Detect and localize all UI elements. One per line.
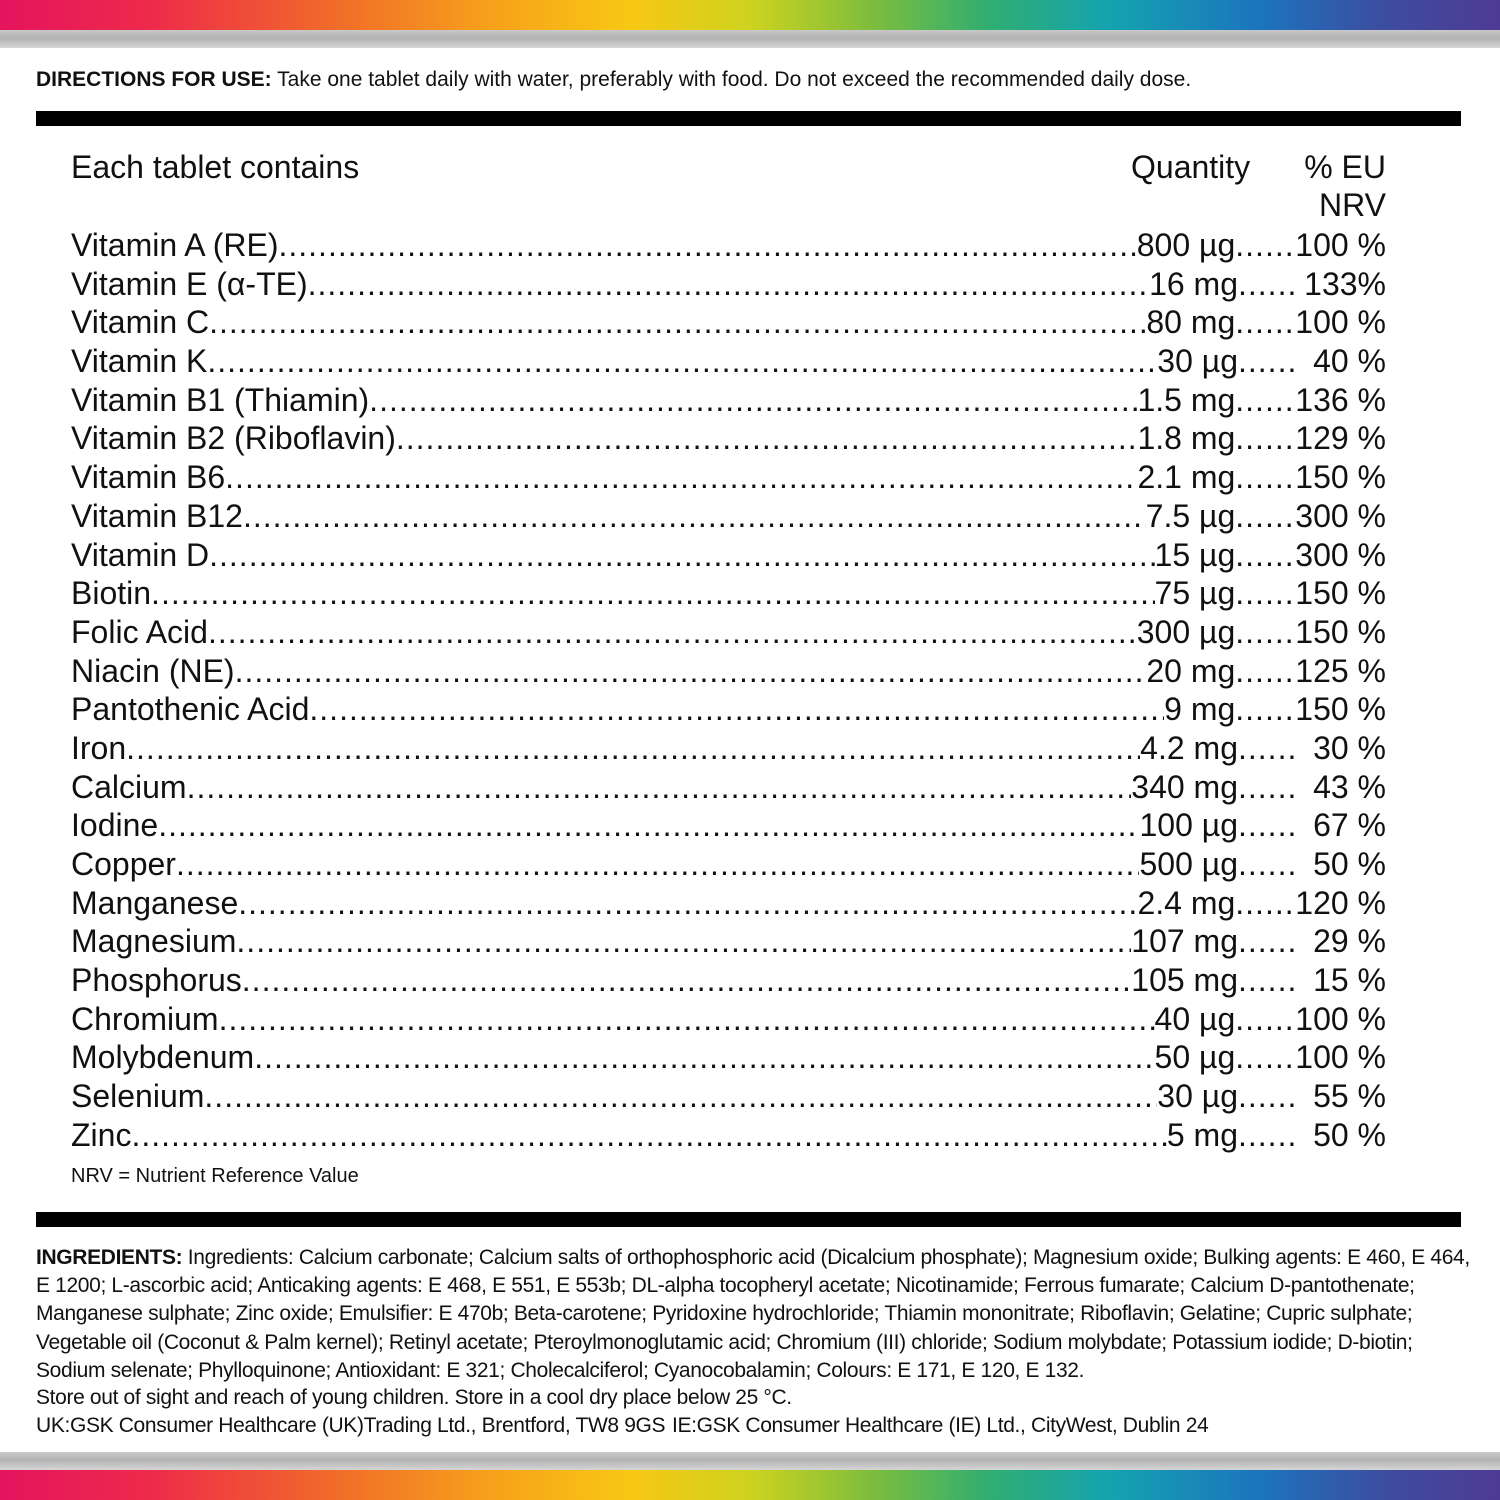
nutrient-nrv: 50 % [1313, 846, 1386, 882]
nutrient-table-header [71, 148, 1386, 228]
nutrient-row [71, 1116, 1386, 1155]
dot-leader [1238, 1077, 1298, 1115]
nutrient-quantity: 4.2 mg [1140, 729, 1238, 766]
nutrient-row [71, 265, 1386, 304]
dot-leader [1235, 613, 1295, 651]
dot-leader [369, 381, 1137, 419]
rainbow-band-bottom [0, 1470, 1500, 1500]
nutrient-row [71, 303, 1386, 342]
ingredients-block [36, 1244, 1471, 1385]
nutrient-row [71, 961, 1386, 1000]
directions-text: Take one tablet daily with water, preferably with food. Do not exceed the recommended daily dose. [271, 68, 1192, 91]
header-quantity: Quantity [1131, 149, 1251, 185]
nutrient-name: Phosphorus [71, 962, 242, 999]
nutrient-nrv: 100 % [1295, 304, 1386, 341]
dot-leader [1235, 303, 1295, 341]
dot-leader [1235, 574, 1295, 612]
nutrient-quantity: 2.4 mg [1137, 884, 1236, 921]
nutrient-name: Iron [71, 729, 127, 766]
nutrient-quantity: 16 mg [1149, 265, 1238, 302]
nutrient-name: Manganese [71, 884, 239, 921]
nutrient-quantity: 300 µg [1136, 613, 1236, 650]
silver-band-top [0, 30, 1500, 48]
divider-rule-top [36, 111, 1461, 126]
dot-leader [208, 613, 1137, 651]
dot-leader [1235, 1000, 1295, 1038]
nutrient-name: Molybdenum [71, 1039, 255, 1076]
nutrient-quantity: 30 µg [1157, 1078, 1238, 1115]
dot-leader [131, 1116, 1166, 1154]
nutrient-name: Vitamin K [71, 343, 208, 380]
divider-rule-bottom [36, 1212, 1461, 1227]
nutrient-nrv: 55 % [1313, 1078, 1386, 1115]
nutrient-row [71, 922, 1386, 961]
nutrient-nrv: 120 % [1295, 884, 1386, 921]
nutrient-nrv: 40 % [1313, 343, 1386, 380]
directions-label: DIRECTIONS FOR USE: [36, 68, 272, 91]
ingredients-text: Ingredients: Calcium carbonate; Calcium salts of orthophosphoric acid (Dicalcium phosphate); Magnesium oxide; Bulking agents: E 460, E 464, E 1200; L-ascorbic acid; Anticaking agents: E 468, E 551, E 553b; DL-alpha tocopheryl acetate; Nicotinamide; Ferrous fumarate; Calcium D-pantothenate; Manganese sulphate; Zinc oxide; Emulsifier: E 470b; Beta-carotene; Pyridoxine hydrochloride; Thiamin mononitrate; Riboflavin; Gelatine; Cupric sulphate; Vegetable oil (Coconut & Palm kernel); Retinyl acetate; Pteroylmonoglutamic acid; Chromium (III) chloride; Sodium molybdate; Potassium iodide; D-biotin; Sodium selenate; Phylloquinone; Antioxidant: E 321; Cholecalciferol; Cyanocobalamin; Colours: E 171, E 120, E 132. [36, 1246, 1470, 1382]
nutrient-name: Selenium [71, 1078, 205, 1115]
dot-leader [1238, 265, 1298, 303]
nutrient-name: Zinc [71, 1116, 132, 1153]
nutrient-row [71, 536, 1386, 575]
nutrient-row [71, 1038, 1386, 1077]
nutrient-quantity: 800 µg [1136, 227, 1236, 263]
nutrient-nrv: 30 % [1313, 729, 1386, 766]
nutrient-name: Vitamin B6 [71, 459, 226, 496]
dot-leader [1235, 536, 1295, 574]
nutrient-nrv: 100 % [1295, 1039, 1386, 1076]
nutrient-row [71, 768, 1386, 807]
nutrient-nrv: 15 % [1313, 962, 1386, 999]
header-each-tablet: Each tablet contains [71, 149, 360, 185]
dot-leader [1238, 922, 1298, 960]
nutrient-quantity: 2.1 mg [1137, 459, 1236, 496]
nutrient-nrv: 67 % [1313, 807, 1386, 844]
dot-leader [309, 690, 1164, 728]
nutrient-quantity: 30 µg [1157, 343, 1238, 380]
nutrient-row [71, 884, 1386, 923]
nutrient-quantity: 100 µg [1139, 807, 1238, 844]
nutrient-name: Copper [71, 846, 176, 882]
dot-leader [1235, 458, 1295, 496]
dot-leader [1235, 884, 1295, 922]
dot-leader [126, 729, 1140, 767]
dot-leader [158, 806, 1139, 844]
dot-leader [243, 497, 1146, 535]
dot-leader [207, 342, 1157, 380]
nutrient-nrv: 150 % [1295, 575, 1386, 612]
dot-leader [1235, 497, 1295, 535]
silver-band-bottom [0, 1452, 1500, 1470]
nutrient-quantity: 40 µg [1154, 1000, 1236, 1037]
dot-leader [308, 265, 1149, 303]
dot-leader [1235, 381, 1295, 419]
nutrient-row [71, 497, 1386, 536]
dot-leader [225, 458, 1137, 496]
dot-leader [1235, 690, 1295, 728]
dot-leader [278, 226, 1136, 264]
nutrient-quantity: 1.5 mg [1137, 381, 1236, 418]
dot-leader [254, 1038, 1154, 1076]
nutrient-nrv: 29 % [1313, 923, 1386, 960]
nutrient-quantity: 15 µg [1154, 536, 1236, 573]
nutrient-quantity: 5 mg [1166, 1116, 1238, 1153]
nutrient-name: Pantothenic Acid [71, 691, 310, 728]
nrv-footnote: NRV = Nutrient Reference Value [71, 1165, 359, 1187]
dot-leader [1238, 845, 1298, 883]
nutrient-row [71, 845, 1386, 884]
dot-leader [187, 768, 1132, 806]
ingredients-label: INGREDIENTS: [36, 1246, 183, 1269]
nutrient-row [71, 226, 1386, 265]
nutrient-row [71, 690, 1386, 729]
nutrient-nrv: 100 % [1295, 1000, 1386, 1037]
nutrient-nrv: 300 % [1295, 497, 1386, 534]
dot-leader [396, 419, 1138, 457]
nutrient-table [71, 226, 1386, 1155]
nutrient-name: Magnesium [71, 923, 237, 960]
nutrient-quantity: 500 µg [1139, 846, 1238, 882]
storage-instructions: Store out of sight and reach of young children. Store in a cool dry place below 25 °C. [36, 1386, 792, 1409]
nutrient-name: Biotin [71, 575, 152, 612]
dot-leader [1235, 652, 1295, 690]
nutrient-name: Chromium [71, 1000, 219, 1037]
dot-leader [1238, 961, 1298, 999]
nutrient-quantity: 340 mg [1131, 768, 1238, 805]
dot-leader [1238, 729, 1298, 767]
address-uk: UK:GSK Consumer Healthcare (UK)Trading Ltd., Brentford, TW8 9GS [36, 1414, 666, 1437]
dot-leader [1238, 1116, 1298, 1154]
dot-leader [1235, 419, 1295, 457]
nutrient-quantity: 107 mg [1131, 923, 1238, 960]
nutrient-name: Niacin (NE) [71, 652, 235, 689]
nutrient-row [71, 342, 1386, 381]
dot-leader [176, 845, 1140, 883]
header-nrv-line1: % EU [1304, 149, 1386, 185]
dot-leader [242, 961, 1131, 999]
nutrient-nrv: 150 % [1295, 613, 1386, 650]
dot-leader [1238, 342, 1298, 380]
nutrient-nrv: 125 % [1295, 652, 1386, 689]
nutrient-row [71, 613, 1386, 652]
dot-leader [219, 1000, 1155, 1038]
directions-for-use [36, 66, 1466, 94]
nutrient-quantity: 75 µg [1154, 575, 1236, 612]
nutrient-quantity: 50 µg [1154, 1039, 1236, 1076]
dot-leader [236, 922, 1131, 960]
nutrient-name: Vitamin B1 (Thiamin) [71, 381, 370, 418]
nutrient-quantity: 7.5 µg [1145, 497, 1236, 534]
nutrient-row [71, 458, 1386, 497]
nutrient-quantity: 9 mg [1164, 691, 1236, 728]
dot-leader [151, 574, 1155, 612]
nutrient-nrv: 300 % [1295, 536, 1386, 573]
header-nrv [1304, 148, 1386, 224]
nutrient-row [71, 574, 1386, 613]
nutrient-name: Vitamin B2 (Riboflavin) [71, 420, 396, 457]
address-ie: IE:GSK Consumer Healthcare (IE) Ltd., CityWest, Dublin 24 [672, 1414, 1209, 1437]
dot-leader [1235, 226, 1295, 264]
nutrient-name: Vitamin D [71, 536, 210, 573]
nutrient-nrv: 150 % [1295, 691, 1386, 728]
nutrient-name: Iodine [71, 807, 159, 844]
nutrient-quantity: 80 mg [1146, 304, 1236, 341]
nutrient-nrv: 150 % [1295, 459, 1386, 496]
nutrient-row [71, 652, 1386, 691]
nutrient-quantity: 105 mg [1131, 962, 1238, 999]
nutrient-name: Vitamin C [71, 304, 210, 341]
nutrient-name: Calcium [71, 768, 187, 805]
nutrient-row [71, 419, 1386, 458]
nutrient-nrv: 129 % [1295, 420, 1386, 457]
nutrient-row [71, 806, 1386, 845]
nutrient-name: Vitamin B12 [71, 497, 243, 534]
dot-leader [1235, 1038, 1295, 1076]
nutrient-name: Vitamin A (RE) [71, 227, 279, 263]
nutrient-nrv: 100 % [1295, 227, 1386, 263]
nutrient-nrv: 50 % [1313, 1116, 1386, 1153]
nutrient-nrv: 133% [1304, 265, 1386, 302]
nutrient-row [71, 381, 1386, 420]
dot-leader [238, 884, 1137, 922]
nutrient-nrv: 43 % [1313, 768, 1386, 805]
rainbow-band-top [0, 0, 1500, 30]
dot-leader [1238, 806, 1298, 844]
dot-leader [235, 652, 1147, 690]
dot-leader [204, 1077, 1157, 1115]
nutrient-name: Folic Acid [71, 613, 208, 650]
nutrient-row [71, 729, 1386, 768]
nutrient-quantity: 1.8 mg [1137, 420, 1236, 457]
dot-leader [1238, 768, 1298, 806]
nutrient-nrv: 136 % [1295, 381, 1386, 418]
nutrient-row [71, 1000, 1386, 1039]
header-nrv-line2: NRV [1319, 187, 1386, 223]
nutrient-row [71, 1077, 1386, 1116]
nutrient-name: Vitamin E (α-TE) [71, 265, 308, 302]
nutrient-quantity: 20 mg [1146, 652, 1236, 689]
dot-leader [209, 303, 1146, 341]
dot-leader [209, 536, 1154, 574]
